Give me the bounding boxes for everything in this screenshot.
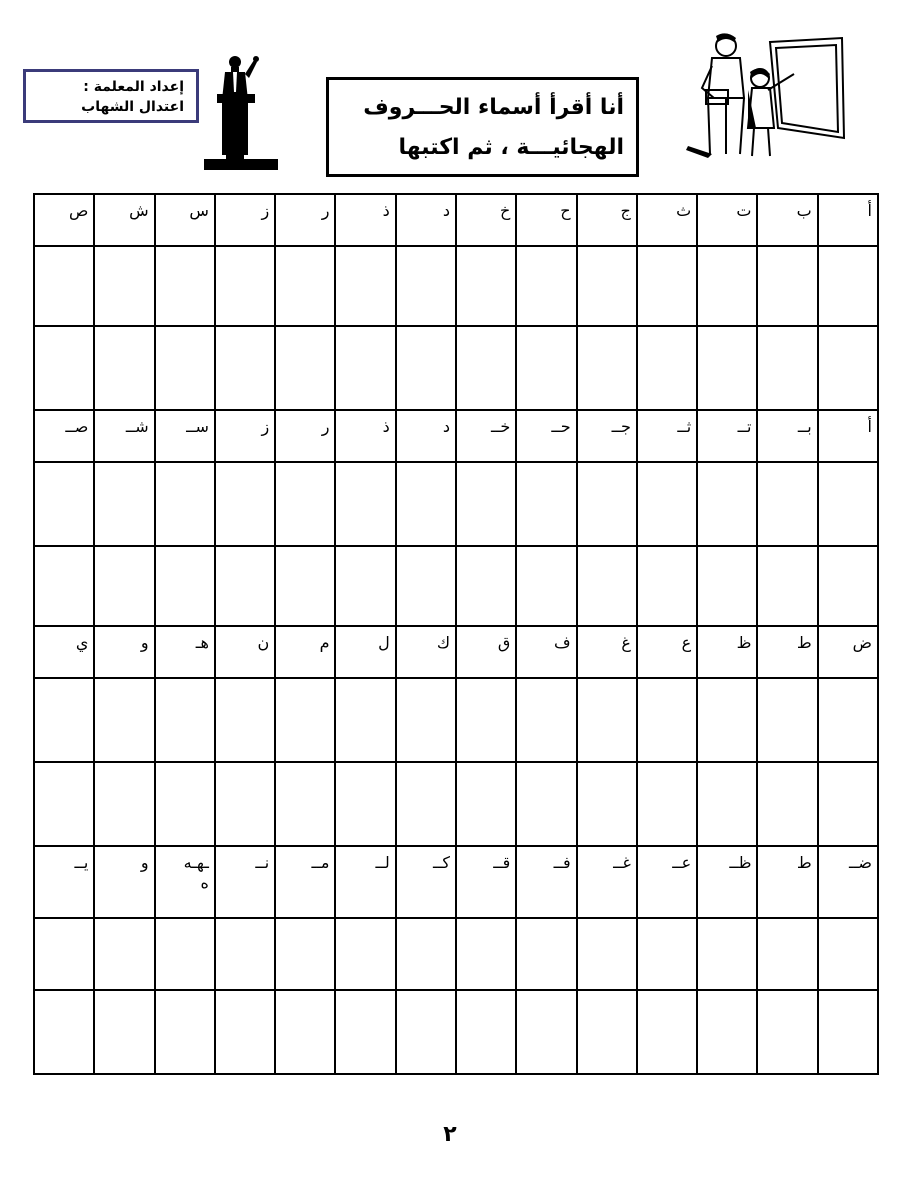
writing-cell[interactable]: [34, 246, 94, 326]
writing-cell[interactable]: [637, 326, 697, 410]
writing-cell[interactable]: [516, 918, 576, 990]
writing-row: [34, 546, 878, 626]
writing-cell[interactable]: [456, 546, 516, 626]
letter-cell: غ: [577, 626, 637, 678]
letter-cell: نــ: [215, 846, 275, 918]
writing-cell[interactable]: [577, 762, 637, 846]
page-number: ٢: [443, 1122, 457, 1147]
letter-cell: ل: [335, 626, 395, 678]
letter-cell: ـهـه ه: [155, 846, 215, 918]
writing-cell[interactable]: [697, 246, 757, 326]
letter-cell: ع: [637, 626, 697, 678]
writing-cell[interactable]: [335, 990, 395, 1074]
writing-cell[interactable]: [155, 762, 215, 846]
writing-cell[interactable]: [396, 990, 456, 1074]
letter-cell: ظــ: [697, 846, 757, 918]
writing-cell[interactable]: [335, 546, 395, 626]
writing-cell[interactable]: [577, 462, 637, 546]
writing-cell[interactable]: [275, 546, 335, 626]
writing-cell[interactable]: [335, 326, 395, 410]
writing-cell[interactable]: [34, 918, 94, 990]
author-box: [23, 69, 199, 123]
letter-cell: ذ: [335, 410, 395, 462]
letter-cell: ســ: [155, 410, 215, 462]
letters-row-isolated-2: [34, 626, 878, 678]
letter-cell: ضــ: [818, 846, 878, 918]
writing-cell[interactable]: [456, 918, 516, 990]
letter-cell: ق: [456, 626, 516, 678]
letter-cell: ي: [34, 626, 94, 678]
writing-cell[interactable]: [155, 678, 215, 762]
writing-cell[interactable]: [516, 462, 576, 546]
writing-cell[interactable]: [516, 546, 576, 626]
writing-cell[interactable]: [155, 246, 215, 326]
writing-cell[interactable]: [94, 546, 154, 626]
title-line-1: أنا أقرأ أسماء الحـــروف: [363, 95, 624, 120]
letter-cell: ض: [818, 626, 878, 678]
letter-cell: د: [396, 194, 456, 246]
writing-cell[interactable]: [697, 990, 757, 1074]
letter-cell: ز: [215, 194, 275, 246]
letter-cell: ر: [275, 194, 335, 246]
writing-cell[interactable]: [396, 762, 456, 846]
writing-cell[interactable]: [155, 990, 215, 1074]
letter-cell: يــ: [34, 846, 94, 918]
writing-cell[interactable]: [215, 246, 275, 326]
author-label: إعداد المعلمة :: [83, 79, 184, 95]
teacher-child-board-icon: [682, 28, 848, 160]
writing-cell[interactable]: [818, 678, 878, 762]
letter-cell: ج: [577, 194, 637, 246]
writing-cell[interactable]: [94, 762, 154, 846]
writing-cell[interactable]: [757, 546, 817, 626]
letter-cell: حــ: [516, 410, 576, 462]
writing-cell[interactable]: [275, 762, 335, 846]
writing-cell[interactable]: [577, 326, 637, 410]
writing-cell[interactable]: [94, 918, 154, 990]
writing-cell[interactable]: [275, 462, 335, 546]
letter-cell: خ: [456, 194, 516, 246]
letter-cell: ذ: [335, 194, 395, 246]
writing-cell[interactable]: [215, 678, 275, 762]
letters-row-isolated-1: [34, 194, 878, 246]
writing-cell[interactable]: [818, 246, 878, 326]
writing-cell[interactable]: [516, 762, 576, 846]
writing-row: [34, 918, 878, 990]
letter-cell: صــ: [34, 410, 94, 462]
writing-cell[interactable]: [818, 326, 878, 410]
speaker-podium-icon: [200, 50, 280, 172]
writing-cell[interactable]: [275, 918, 335, 990]
letter-cell: لــ: [335, 846, 395, 918]
writing-cell[interactable]: [456, 678, 516, 762]
letter-cell: ش: [94, 194, 154, 246]
writing-cell[interactable]: [94, 326, 154, 410]
letter-cell: تــ: [697, 410, 757, 462]
writing-cell[interactable]: [456, 326, 516, 410]
writing-cell[interactable]: [335, 762, 395, 846]
writing-cell[interactable]: [697, 762, 757, 846]
letter-cell: ط: [757, 846, 817, 918]
letter-cell: أ: [818, 194, 878, 246]
letter-cell: مــ: [275, 846, 335, 918]
letter-cell: ز: [215, 410, 275, 462]
writing-cell[interactable]: [577, 678, 637, 762]
letter-cell: ك: [396, 626, 456, 678]
writing-cell[interactable]: [94, 462, 154, 546]
writing-cell[interactable]: [155, 546, 215, 626]
writing-cell[interactable]: [94, 678, 154, 762]
writing-cell[interactable]: [818, 918, 878, 990]
writing-cell[interactable]: [697, 546, 757, 626]
writing-cell[interactable]: [757, 918, 817, 990]
writing-cell[interactable]: [637, 462, 697, 546]
writing-cell[interactable]: [34, 326, 94, 410]
writing-cell[interactable]: [335, 462, 395, 546]
letters-row-initial-2: [34, 846, 878, 918]
letter-cell: كــ: [396, 846, 456, 918]
writing-cell[interactable]: [757, 462, 817, 546]
letter-cell: م: [275, 626, 335, 678]
letter-cell: خــ: [456, 410, 516, 462]
writing-cell[interactable]: [396, 918, 456, 990]
writing-cell[interactable]: [757, 326, 817, 410]
writing-cell[interactable]: [94, 246, 154, 326]
writing-cell[interactable]: [34, 546, 94, 626]
letter-cell: ط: [757, 626, 817, 678]
writing-cell[interactable]: [637, 546, 697, 626]
writing-cell[interactable]: [637, 678, 697, 762]
title-line-2: الهجائيـــة ، ثم اكتبها: [398, 135, 624, 160]
writing-cell[interactable]: [577, 918, 637, 990]
author-name: اعتدال الشهاب: [81, 99, 184, 115]
letter-cell: قــ: [456, 846, 516, 918]
writing-row: [34, 762, 878, 846]
writing-cell[interactable]: [396, 546, 456, 626]
writing-cell[interactable]: [155, 462, 215, 546]
letter-cell: ظ: [697, 626, 757, 678]
letter-cell: هـ: [155, 626, 215, 678]
writing-cell[interactable]: [456, 462, 516, 546]
letters-row-initial-1: [34, 410, 878, 462]
writing-cell[interactable]: [697, 678, 757, 762]
writing-cell[interactable]: [577, 990, 637, 1074]
writing-cell[interactable]: [215, 462, 275, 546]
writing-cell[interactable]: [516, 326, 576, 410]
letter-cell: بــ: [757, 410, 817, 462]
writing-cell[interactable]: [757, 246, 817, 326]
writing-cell[interactable]: [818, 546, 878, 626]
letter-cell: غــ: [577, 846, 637, 918]
writing-cell[interactable]: [637, 918, 697, 990]
writing-cell[interactable]: [697, 326, 757, 410]
writing-cell[interactable]: [215, 762, 275, 846]
letter-cell: ر: [275, 410, 335, 462]
letter-cell: ث: [637, 194, 697, 246]
letter-cell: س: [155, 194, 215, 246]
letter-cell: ف: [516, 626, 576, 678]
letter-cell: ص: [34, 194, 94, 246]
writing-cell[interactable]: [516, 246, 576, 326]
writing-cell[interactable]: [155, 918, 215, 990]
writing-cell[interactable]: [215, 990, 275, 1074]
letter-cell: ن: [215, 626, 275, 678]
letters-grid: [33, 193, 879, 1075]
writing-cell[interactable]: [396, 678, 456, 762]
letter-cell: أ: [818, 410, 878, 462]
writing-cell[interactable]: [637, 246, 697, 326]
writing-cell[interactable]: [577, 546, 637, 626]
letter-cell: ت: [697, 194, 757, 246]
letter-cell: ثــ: [637, 410, 697, 462]
writing-cell[interactable]: [456, 990, 516, 1074]
writing-row: [34, 462, 878, 546]
writing-cell[interactable]: [637, 990, 697, 1074]
writing-row: [34, 246, 878, 326]
writing-cell[interactable]: [335, 918, 395, 990]
writing-cell[interactable]: [818, 990, 878, 1074]
letter-cell: فــ: [516, 846, 576, 918]
writing-cell[interactable]: [275, 246, 335, 326]
writing-cell[interactable]: [577, 246, 637, 326]
writing-cell[interactable]: [335, 246, 395, 326]
letter-cell: شــ: [94, 410, 154, 462]
writing-cell[interactable]: [94, 990, 154, 1074]
letter-cell: د: [396, 410, 456, 462]
writing-cell[interactable]: [34, 762, 94, 846]
worksheet-title: [326, 77, 639, 177]
writing-cell[interactable]: [757, 678, 817, 762]
writing-cell[interactable]: [34, 678, 94, 762]
writing-cell[interactable]: [697, 462, 757, 546]
writing-row: [34, 678, 878, 762]
writing-cell[interactable]: [215, 546, 275, 626]
writing-cell[interactable]: [818, 762, 878, 846]
writing-row: [34, 990, 878, 1074]
letter-cell: ب: [757, 194, 817, 246]
letter-cell: ح: [516, 194, 576, 246]
writing-cell[interactable]: [275, 326, 335, 410]
writing-cell[interactable]: [396, 326, 456, 410]
letter-cell: عــ: [637, 846, 697, 918]
writing-cell[interactable]: [637, 762, 697, 846]
writing-cell[interactable]: [516, 678, 576, 762]
writing-cell[interactable]: [757, 762, 817, 846]
letter-cell: و: [94, 626, 154, 678]
writing-cell[interactable]: [456, 762, 516, 846]
writing-cell[interactable]: [396, 462, 456, 546]
writing-cell[interactable]: [275, 678, 335, 762]
writing-cell[interactable]: [34, 990, 94, 1074]
writing-cell[interactable]: [34, 462, 94, 546]
writing-cell[interactable]: [456, 246, 516, 326]
letter-cell: و: [94, 846, 154, 918]
writing-cell[interactable]: [757, 990, 817, 1074]
writing-cell[interactable]: [335, 678, 395, 762]
writing-cell[interactable]: [215, 326, 275, 410]
writing-cell[interactable]: [155, 326, 215, 410]
writing-cell[interactable]: [697, 918, 757, 990]
writing-cell[interactable]: [215, 918, 275, 990]
writing-cell[interactable]: [396, 246, 456, 326]
writing-cell[interactable]: [275, 990, 335, 1074]
writing-cell[interactable]: [516, 990, 576, 1074]
writing-row: [34, 326, 878, 410]
writing-cell[interactable]: [818, 462, 878, 546]
letter-cell: جــ: [577, 410, 637, 462]
